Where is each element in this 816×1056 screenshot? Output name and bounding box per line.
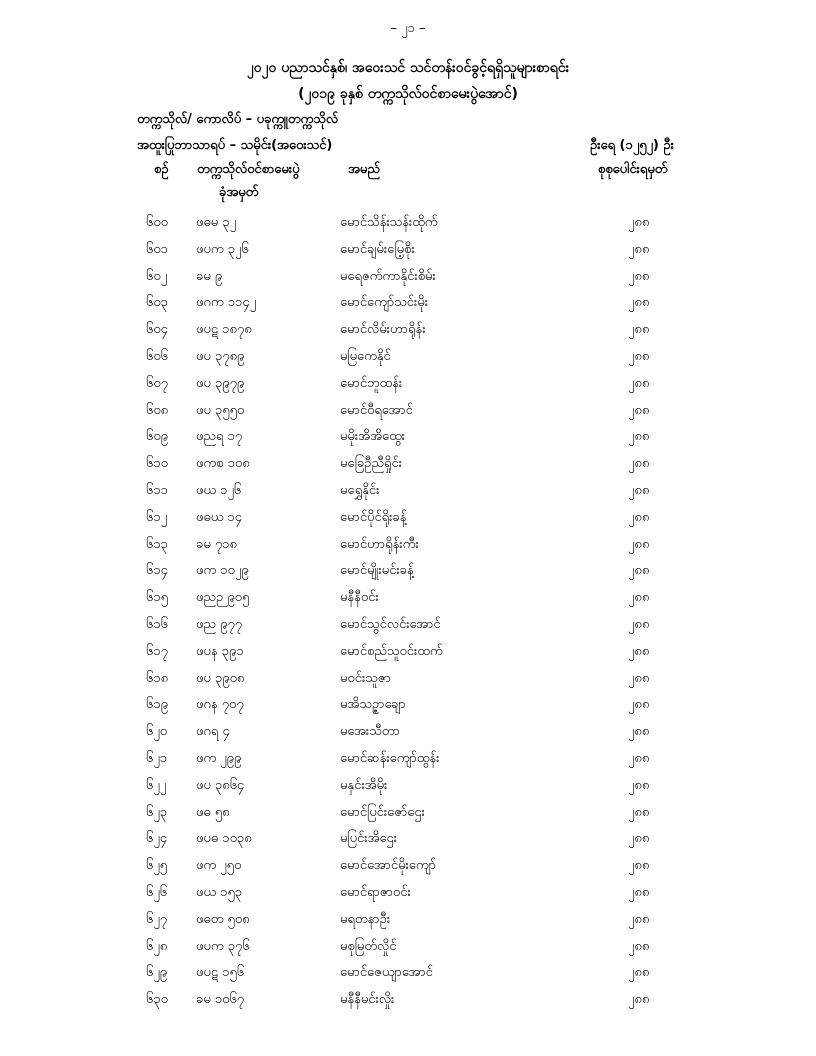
table-row xyxy=(0,424,816,451)
roll-number: ဖဂက ၁၁၄၂ xyxy=(196,295,257,311)
roll-number: ခမ ၁၀၆၇ xyxy=(196,992,245,1008)
total-marks: ၂၈၈ xyxy=(628,697,650,713)
roll-number: ဖဓတ ၅၀၈ xyxy=(196,911,250,927)
table-row xyxy=(0,398,816,425)
total-marks: ၂၈၈ xyxy=(628,482,650,498)
student-name: မောင်ဟာရိုန်းကီး xyxy=(340,536,419,552)
roll-number: ဖက ၂၉၉ xyxy=(196,750,242,766)
row-number: ၆၂၈ xyxy=(146,938,168,954)
total-marks: ၂၈၈ xyxy=(628,938,650,954)
table-row xyxy=(0,639,816,666)
student-name: မမြကေနိုင် xyxy=(340,348,391,364)
row-number: ၆၁၁ xyxy=(146,482,168,498)
table-row xyxy=(0,290,816,317)
row-number: ၆၂၁ xyxy=(146,750,168,766)
roll-number: ဖပ ၃၉၇၉ xyxy=(196,375,245,391)
roll-number: ဖပ ၃၇၈၉ xyxy=(196,348,245,364)
row-number: ၆၃၀ xyxy=(146,992,168,1008)
roll-number: ဖဓ ၅၈ xyxy=(196,804,230,820)
row-number: ၆၁၂ xyxy=(146,509,168,525)
student-name: မောင်ပိုင်ရိုးခန့် xyxy=(340,509,407,525)
roll-number: ဖပဓ ၁၀၃၈ xyxy=(196,831,252,847)
student-name: မပြင်းအိဌေး xyxy=(340,831,398,847)
row-number: ၆၀၉ xyxy=(146,429,168,445)
total-marks: ၂၈၈ xyxy=(628,884,650,900)
student-name: မောင်ဘူထန်း xyxy=(340,375,403,391)
student-name: မောင်ရာဇာဝင်း xyxy=(340,884,411,900)
total-marks: ၂၈၈ xyxy=(628,831,650,847)
row-number: ၆၂၃ xyxy=(146,804,168,820)
roll-number: ဖယ ၁၂၆ xyxy=(196,482,242,498)
table-row xyxy=(0,558,816,585)
row-number: ၆၂၀ xyxy=(146,724,168,740)
total-marks: ၂၈၈ xyxy=(628,724,650,740)
row-number: ၆၂၆ xyxy=(146,884,168,900)
table-row xyxy=(0,800,816,827)
student-name: မောင်အောင်မိုးကျော် xyxy=(340,858,436,874)
row-number: ၆၀၂ xyxy=(146,268,168,284)
student-name: မောင်ဆန်းကျော်ထွန်း xyxy=(340,750,440,766)
roll-number: ဖညရ ၁၇ xyxy=(196,429,243,445)
table-row xyxy=(0,853,816,880)
student-name: မောင်သွင်လင်းအောင် xyxy=(340,616,441,632)
column-header-roll-line2: ခုံအမှတ် xyxy=(219,185,259,200)
student-name: မောင်သိန်းသန်းထိုက် xyxy=(340,215,438,230)
table-row xyxy=(0,934,816,961)
total-marks: ၂၈၈ xyxy=(628,858,650,874)
total-marks: ၂၈၈ xyxy=(628,268,650,284)
table-row xyxy=(0,612,816,639)
student-name: မဝင်းသူဇာ xyxy=(340,670,391,686)
row-number: ၆၁၆ xyxy=(146,616,168,632)
student-name: မရတနာဦး xyxy=(340,911,391,927)
total-marks: ၂၈၈ xyxy=(628,456,650,472)
total-marks: ၂၈၈ xyxy=(628,965,650,981)
column-header-roll: တက္ကသိုလ်ဝင်စာမေးပွဲ xyxy=(197,162,300,177)
roll-number: ဖပန ၃၉၁ xyxy=(196,643,244,659)
table-row xyxy=(0,960,816,987)
table-row xyxy=(0,773,816,800)
roll-number: ဖပက ၃၇၆ xyxy=(196,938,250,954)
total-marks: ၂၈၈ xyxy=(628,777,650,793)
roll-number: ဖပဋ ၁၈၇၈ xyxy=(196,322,252,338)
row-number: ၆၂၅ xyxy=(146,858,168,874)
row-number: ၆၁၅ xyxy=(146,590,168,606)
roll-number: ဖပ ၃၉၀၈ xyxy=(196,670,245,686)
table-row xyxy=(0,237,816,264)
total-marks: ၂၈၈ xyxy=(628,616,650,632)
roll-number: ဖက ၂၅၀ xyxy=(196,858,242,874)
table-row xyxy=(0,907,816,934)
roll-number: ဖဂရ ၄ xyxy=(196,724,230,740)
table-row xyxy=(0,344,816,371)
column-header-name: အမည် xyxy=(348,162,380,177)
row-number: ၆၀၇ xyxy=(146,375,168,391)
table-row xyxy=(0,317,816,344)
table-row xyxy=(0,371,816,398)
row-number: ၆၂၂ xyxy=(146,777,167,793)
total-marks: ၂၈၈ xyxy=(628,241,650,257)
student-name: မောင်ဝီရအောင် xyxy=(340,402,413,418)
row-number: ၆၀၀ xyxy=(146,215,168,230)
total-marks: ၂၈၈ xyxy=(628,322,650,338)
table-row xyxy=(0,987,816,1014)
row-number: ၆၀၈ xyxy=(146,402,169,418)
row-number: ၆၀၁ xyxy=(146,241,168,257)
table-row xyxy=(0,532,816,559)
roll-number: ဖပက ၃၂၆ xyxy=(196,241,249,257)
student-name: မမိုးအိအိထွေး xyxy=(340,429,405,445)
table-row xyxy=(0,880,816,907)
subject-label: အထူးပြုဘာသာရပ် – သမိုင်း(အဝေးသင်) xyxy=(137,138,333,153)
row-number: ၆၂၄ xyxy=(146,831,168,847)
row-number: ၆၀၄ xyxy=(146,322,168,338)
student-list xyxy=(0,210,816,1014)
student-name: မောင်ချမ်းမြေ့စိုး xyxy=(340,241,415,257)
roll-number: ခမ ၉ xyxy=(196,268,223,284)
roll-number: ဖပ ၃၅၅၀ xyxy=(196,402,245,418)
roll-number: ဖဓမ ၃၂ xyxy=(196,215,236,230)
total-marks: ၂၈၈ xyxy=(628,590,650,606)
student-name: မနီနီမင်းလှိုး xyxy=(340,992,395,1008)
total-marks: ၂၈၈ xyxy=(628,750,650,766)
row-number: ၆၁၀ xyxy=(146,456,168,472)
row-number: ၆၂၉ xyxy=(146,965,168,981)
total-marks: ၂၈၈ xyxy=(628,992,650,1008)
student-name: မနီနီဝင်း xyxy=(340,590,379,606)
student-name: မရွှေနိုင်း xyxy=(340,482,380,498)
total-marks: ၂၈၈ xyxy=(628,375,650,391)
roll-number: ဖယ ၁၅၃ xyxy=(196,884,243,900)
document-subtitle: (၂၀၁၉ ခုနှစ် တက္ကသိုလ်ဝင်စာမေးပွဲအောင်) xyxy=(298,86,518,102)
document-title: ၂၀၂၀ ပညာသင်နှစ်၊ အဝေးသင် သင်တန်းဝင်ခွင့်ရရှိသူများစာရင်း xyxy=(246,60,570,76)
student-name: မအိသဥ္ဇာချော xyxy=(340,697,406,713)
total-count: ဦးရေ (၁၂၅၂) ဦး xyxy=(590,138,674,153)
total-marks: ၂၈၈ xyxy=(628,348,650,364)
student-name: မနှင်းအိမိုး xyxy=(340,777,388,793)
roll-number: ဖဂန ၇၀၇ xyxy=(196,697,244,713)
student-name: မောင်ပြင်းဇော်ဌေး xyxy=(340,804,425,820)
roll-number: ဖကစ ၁၀၈ xyxy=(196,456,250,472)
student-name: မစုမြတ်လှိုင် xyxy=(340,938,397,954)
table-row xyxy=(0,746,816,773)
total-marks: ၂၈၈ xyxy=(628,643,650,659)
total-marks: ၂၈၈ xyxy=(628,509,650,525)
row-number: ၆၀၆ xyxy=(146,348,168,364)
student-name: မောင်ဇေယျာအောင် xyxy=(340,965,433,981)
total-marks: ၂၈၈ xyxy=(628,295,650,311)
roll-number: ဖည ၉၇၇ xyxy=(196,616,243,632)
column-header-no: စဉ် xyxy=(154,162,169,177)
total-marks: ၂၈၈ xyxy=(628,402,650,418)
total-marks: ၂၈၈ xyxy=(628,911,650,927)
roll-number: ဖပ ၃၈၆၄ xyxy=(196,777,245,793)
roll-number: ခမ ၇၁၈ xyxy=(196,536,237,552)
total-marks: ၂၈၈ xyxy=(628,804,650,820)
roll-number: ဖညဉ ၉၀၅ xyxy=(196,590,250,606)
row-number: ၆၂၇ xyxy=(146,911,168,927)
total-marks: ၂၈၈ xyxy=(628,536,650,552)
row-number: ၆၀၃ xyxy=(146,295,168,311)
student-name: မခြေဦညီရှိုင်း xyxy=(340,456,402,472)
student-name: မရေဇက်ကာနိုင်းစိမ်း xyxy=(340,268,436,284)
table-row xyxy=(0,692,816,719)
table-row xyxy=(0,264,816,291)
row-number: ၆၁၇ xyxy=(146,643,168,659)
roll-number: ဖက ၁၀၂၉ xyxy=(196,563,249,579)
table-row xyxy=(0,505,816,532)
page-number: – ၂၁ – xyxy=(390,21,426,36)
table-row xyxy=(0,666,816,693)
roll-number: ဖပဋ ၁၅၆ xyxy=(196,965,245,981)
table-row xyxy=(0,719,816,746)
table-row xyxy=(0,210,816,237)
row-number: ၆၁၃ xyxy=(146,536,168,552)
total-marks: ၂၈၈ xyxy=(628,429,650,445)
row-number: ၆၁၄ xyxy=(146,563,168,579)
total-marks: ၂၈၈ xyxy=(628,215,650,230)
table-row xyxy=(0,451,816,478)
roll-number: ဖဓယ ၁၄ xyxy=(196,509,243,525)
student-name: မောင်စည်သူဝင်းထက် xyxy=(340,643,443,659)
student-name: မအေးသီတာ xyxy=(340,724,400,740)
total-marks: ၂၈၈ xyxy=(628,670,650,686)
student-name: မောင်လိမ်းဟာရိုန်း xyxy=(340,322,426,338)
student-name: မောင်ကျော်သင်းမိုး xyxy=(340,295,429,311)
column-header-marks: စုစုပေါင်းရမှတ် xyxy=(598,162,668,177)
table-row xyxy=(0,478,816,505)
row-number: ၆၁၈ xyxy=(146,670,169,686)
university-label: တက္ကသိုလ်/ ကောလိပ် – ပခုက္ကူတက္ကသိုလ် xyxy=(137,112,339,127)
total-marks: ၂၈၈ xyxy=(628,563,650,579)
student-name: မောင်မျိုးမင်းခန့် xyxy=(340,563,414,579)
table-row xyxy=(0,585,816,612)
row-number: ၆၁၉ xyxy=(146,697,168,713)
table-row xyxy=(0,826,816,853)
